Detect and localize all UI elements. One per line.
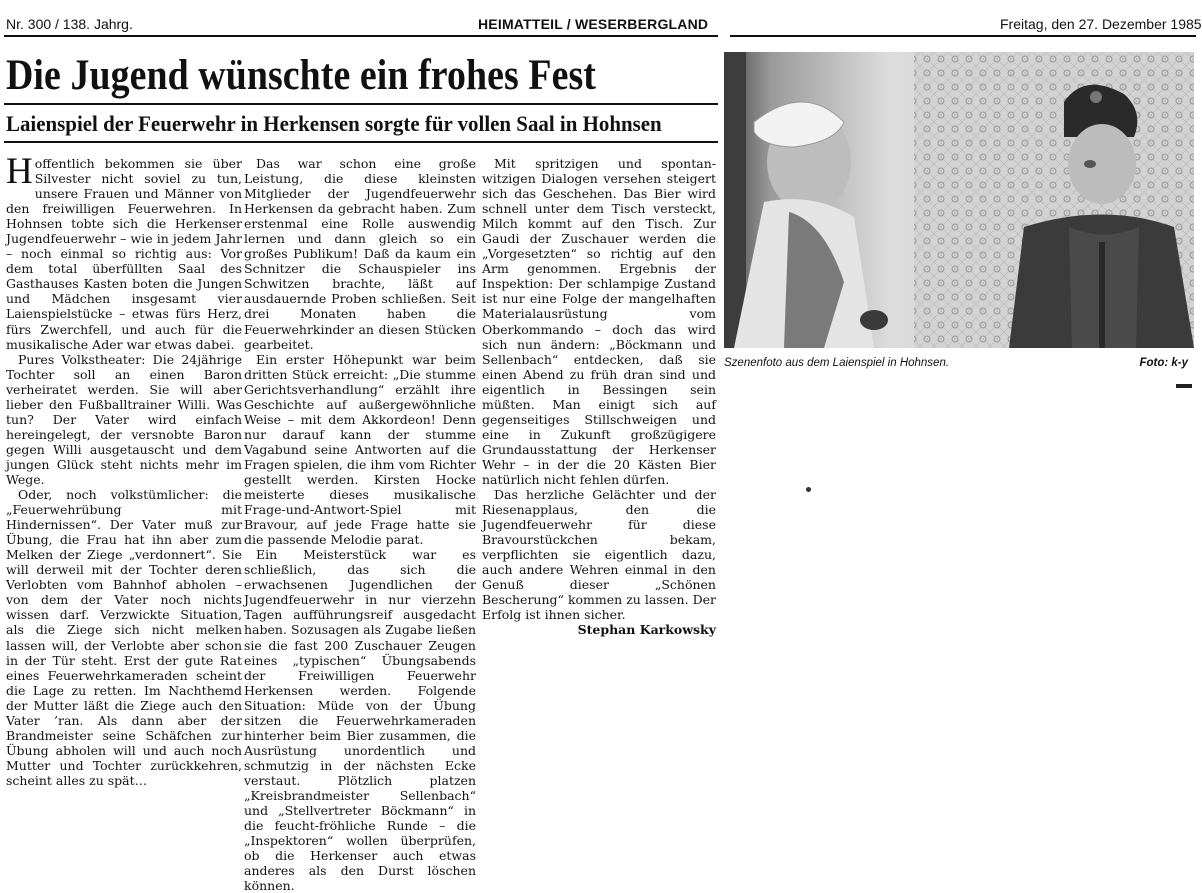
drop-cap: H — [6, 151, 33, 192]
article-paragraph: Das war schon eine große Leistung, die diese kleinsten Mitglieder der Jugendfeuerwehr Herkensen da gebracht haben. Zum erstenmal eine Rolle auswendig lernen und dann gleich so ein großes Publikum! Daß da kaum ein Schnitzer die Schauspieler ins Schwitzen brachte, läßt auf ausdauernde Proben schließen. Seit drei Monaten haben die Feuerwehrkinder an diesen Stücken gearbeitet. — [244, 156, 476, 352]
text-column-3 — [482, 156, 716, 652]
article-paragraph: Das herzliche Gelächter und der Riesenapplaus, den die Jugendfeuerwehr für diese Bravourstückchen bekam, verpflichten sie eigentlich dazu, auch andere Wehren einmal in den Genuß dieser „Schönen Bescherung“ kommen zu lassen. Der Erfolg ist ihnen sicher. — [482, 487, 716, 623]
header-divider — [4, 35, 718, 37]
headline: Die Jugend wünschte ein frohes Fest — [6, 52, 596, 99]
clipping-edge-mark — [1176, 384, 1192, 388]
article-paragraph: Oder, noch volkstümlicher: die „Feuerwehrübung mit Hindernissen“. Der Vater muß zur Übung, die Frau hat ihn aber zum Melken der Ziege „verdonnert“. Sie will derweil mit der Tochter deren Verlobten vom Bahnhof abholen – von dem der Vater noch nichts wissen darf. Verzwickte Situation, als die Ziege sich nicht melken lassen will, der Verlobte aber schon in der Tür steht. Erst der gute Rat eines Feuerwehrkameraden scheint die Lage zu retten. Im Nachthemd der Mutter läßt die Ziege auch den Vater ’ran. Als dann aber der Brandmeister seine Schäfchen zur Übung abholen will und auch noch Mutter und Tochter zurückkehren, scheint alles zu spät… — [6, 487, 242, 788]
headline-divider — [4, 103, 718, 105]
photo-credit: Foto: k-y — [1139, 357, 1188, 369]
subheadline-divider — [4, 141, 718, 143]
article-paragraph: Ein erster Höhepunkt war beim dritten Stück erreicht: „Die stumme Gerichtsverhandlung“ erzählt ihre Geschichte auf außergewöhnliche Weise – mit dem Akkordeon! Denn nur darauf kann der stumme Vagabund seine Antworten auf die Fragen spielen, die ihm vom Richter gestellt werden. Kirsten Hocke meisterte dieses musikalische Frage-und-Antwort-Spiel mit Bravour, auf jede Frage hatte sie die passende Melodie parat. — [244, 351, 476, 548]
scene-photo — [724, 52, 1194, 348]
scan-speck — [806, 487, 811, 492]
publication-date: Freitag, den 27. Dezember 1985 — [1000, 16, 1202, 32]
article-paragraph: Hoffentlich bekommen sie über Silvester nicht soviel zu tun, unsere Frauen und Männer von den freiwilligen Feuerwehren. In Hohnsen tobte sich die Herkenser Jugendfeuerwehr – wie in jedem Jahr – noch einmal so richtig aus: Vor dem total überfüllten Saal des Gasthauses Kasten boten die Jungen und Mädchen insgesamt vier Laienspielstücke – etwas fürs Herz, fürs Zwerchfell, und auch für die musikalische Ader war etwas dabei. — [6, 151, 242, 352]
article-paragraph: Ein Meisterstück war es schließlich, das sich die erwachsenen Jugendlichen der Jugendfeuerwehr in nur vierzehn Tagen aufführungsreif ausgedacht haben. Sozusagen als Zugabe ließen sie die fast 200 Zuschauer Zeugen eines „typischen“ Übungsabends der Freiwilligen Feuerwehr Herkensen werden. Folgende Situation: Müde von der Übung sitzen die Feuerwehrkameraden hinterher beim Bier zusammen, die Ausrüstung unordentlich und schmutzig in der nächsten Ecke verstaut. Plötzlich platzen „Kreisbrandmeister Sellenbach“ und „Stellvertreter Böckmann“ in die feucht-fröhliche Runde – die „Inspektoren“ wollen überprüfen, ob die Herkenser auch etwas anderes als den Durst löschen können. — [244, 547, 476, 893]
scene-photo-illustration — [724, 52, 1194, 348]
section-title: HEIMATTEIL / WESERBERGLAND — [478, 16, 709, 32]
photo-caption: Szenenfoto aus dem Laienspiel in Hohnsen. — [724, 357, 950, 369]
article-paragraph: Pures Volkstheater: Die 24jährige Tochter soll an einen Baron verheiratet werden. Sie will aber lieber den Fußballtrainer Willi. Was tun? Der Vater wird einfach hereingelegt, der versnobte Baron gegen Willi ausgetauscht und dem jungen Glück steht nichts mehr im Wege. — [6, 351, 242, 487]
text-column-1 — [6, 151, 242, 788]
text-column-2 — [244, 156, 476, 893]
subheadline: Laienspiel der Feuerwehr in Herkensen sorgte für vollen Saal in Hohnsen — [6, 111, 662, 136]
author-byline: Stephan Karkowsky — [577, 622, 716, 638]
article-paragraph: Mit spritzigen und spontan-witzigen Dialogen versehen steigert sich das Geschehen. Das Bier wird schnell unter dem Tisch versteckt, Milch kommt auf den Tisch. Zur Gaudi der Zuschauer werden die „Vorgesetzten“ so richtig auf den Arm genommen. Ergebnis der Inspektion: Der schlampige Zustand ist nur eine Folge der mangelhaften Materialausrüstung vom Oberkommando – doch das wird sich nun ändern: „Böckmann und Sellenbach“ entdecken, daß sie einen Abend zu früh dran sind und eigentlich in Bessingen sein müßten. Man einigt sich auf gegenseitiges Stillschweigen und eine in Zukunft großzügigere Grundausstattung der Herkenser Wehr – in der die 20 Kästen Bier natürlich nicht fehlen dürfen. — [482, 156, 716, 487]
header-divider-right — [730, 35, 1196, 37]
issue-number: Nr. 300 / 138. Jahrg. — [6, 16, 133, 32]
